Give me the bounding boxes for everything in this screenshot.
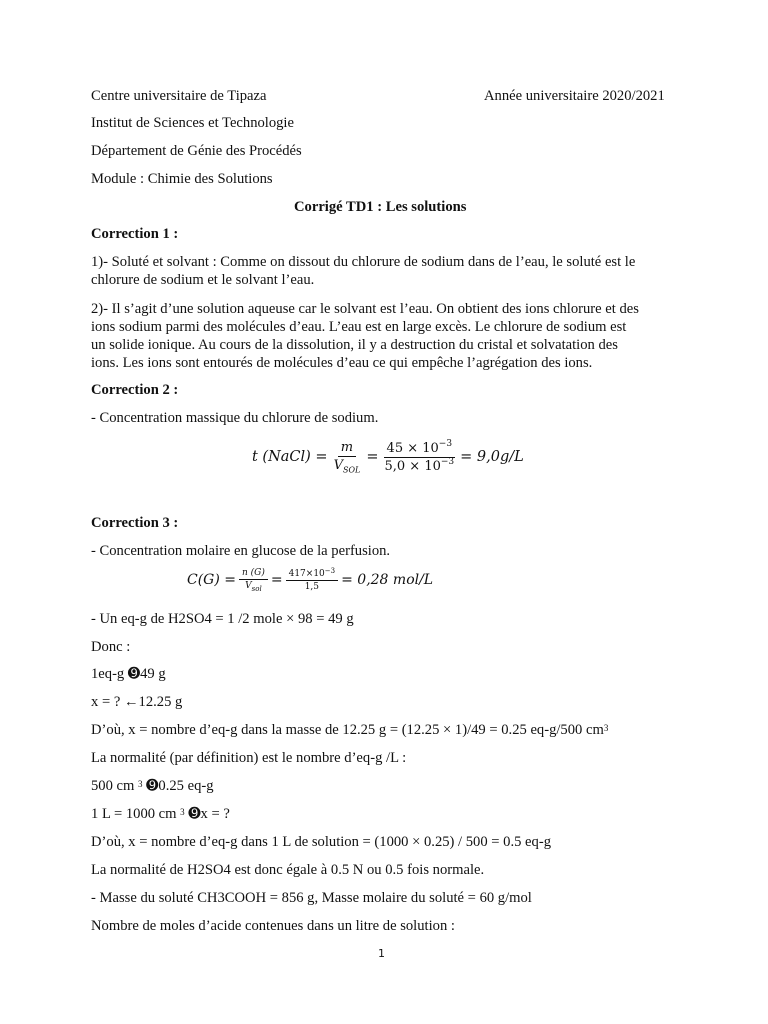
c3-line-3: 1eq-g ➒49 g <box>91 666 166 682</box>
eq2-f2-num: $417\times 10^{-3}$ <box>286 569 339 581</box>
eq2-result: = 0,28 mol/L <box>341 572 434 589</box>
c3-line: - Concentration molaire en glucose de la perfusion. <box>91 543 391 559</box>
c3-line-6: La normalité (par définition) est le nombre d’eq-g /L : <box>91 750 407 766</box>
c2-line: - Concentration massique du chlorure de sodium. <box>91 410 379 426</box>
eq1-f1-den: $V_{SOL}$ <box>333 458 361 475</box>
c1-p1-line2: chlorure de sodium et le solvant l’eau. <box>91 272 315 288</box>
correction-3-heading: Correction 3 : <box>91 515 179 531</box>
c1-p2-line4: ions. Les ions sont entourés de molécules d’eau ce qui empêche l’agrégation des ions. <box>91 355 593 371</box>
eq2-f1-num: n (G) <box>239 568 268 580</box>
c1-p2-line2: ions sodium parmi des molécules d’eau. L’eau est en large excès. Le chlorure de sodium est <box>91 319 627 335</box>
eq1-fraction-1 <box>331 440 364 475</box>
c3-line-12: Nombre de moles d’acide contenues dans un litre de solution : <box>91 918 455 934</box>
institution-name: Centre universitaire de Tipaza <box>91 88 267 104</box>
page-number: 1 <box>378 947 385 960</box>
correction-1-heading: Correction 1 : <box>91 226 179 242</box>
c3-line-5: D’où, x = nombre d’eq-g dans la masse de 12.25 g = (12.25 × 1)/49 = 0.25 eq-g/500 $cm^3$ <box>91 722 609 738</box>
c3-line-9: D’où, x = nombre d’eq-g dans 1 L de solution = (1000 × 0.25) / 500 = 0.5 eq-g <box>91 834 551 850</box>
module-name: Module : Chimie des Solutions <box>91 171 273 187</box>
eq2-fraction-1 <box>239 568 268 593</box>
eq1-f2-num: $45 \times 10^{-3}$ <box>384 441 456 458</box>
eq2-f1-den: $V_{sol}$ <box>245 581 262 593</box>
eq2-f2-den: 1,5 <box>304 581 320 592</box>
department-name: Département de Génie des Procédés <box>91 143 302 159</box>
c3-line-11: - Masse du soluté CH3COOH = 856 g, Masse molaire du soluté = 60 g/mol <box>91 890 532 906</box>
molar-concentration-equation <box>187 568 433 593</box>
eq1-f1-num: m <box>338 440 356 457</box>
eq1-lhs: t (NaCl) = <box>252 449 328 466</box>
c1-p2-line3: un solide ionique. Au cours de la dissolution, il y a destruction du cristal et solvatation des <box>91 337 618 353</box>
c1-p2-line1: 2)- Il s’agit d’une solution aqueuse car le solvant est l’eau. On obtient des ions chlorure et des <box>91 301 639 317</box>
institute-name: Institut de Sciences et Technologie <box>91 115 294 131</box>
mass-concentration-equation <box>252 440 524 475</box>
document-title: Corrigé TD1 : Les solutions <box>294 199 467 215</box>
c3-line-2: Donc : <box>91 639 131 655</box>
eq1-f2-den: $5,0 \times 10^{-3}$ <box>384 456 455 474</box>
eq1-result: = 9,0g/L <box>460 449 524 466</box>
correction-2-heading: Correction 2 : <box>91 382 179 398</box>
c1-p1-line1: 1)- Soluté et solvant : Comme on dissout du chlorure de sodium dans de l’eau, le soluté est le <box>91 254 636 270</box>
eq2-equals: = <box>270 572 283 589</box>
eq2-lhs: C(G) = <box>187 572 236 589</box>
c3-line-7: 500 cm $^3$ ➒0.25 eq-g <box>91 778 214 794</box>
c3-line-1: - Un eq-g de H2SO4 = 1 /2 mole × 98 = 49 g <box>91 611 354 627</box>
c3-line-10: La normalité de H2SO4 est donc égale à 0.5 N ou 0.5 fois normale. <box>91 862 485 878</box>
eq1-fraction-2 <box>381 438 457 474</box>
academic-year: Année universitaire 2020/2021 <box>484 88 665 104</box>
c3-line-4: x = ? ←12.25 g <box>91 694 183 710</box>
c3-line-8: 1 L = 1000 cm $^3$ ➒x = ? <box>91 806 230 822</box>
eq1-equals: = <box>366 449 379 466</box>
eq2-fraction-2 <box>286 566 339 592</box>
